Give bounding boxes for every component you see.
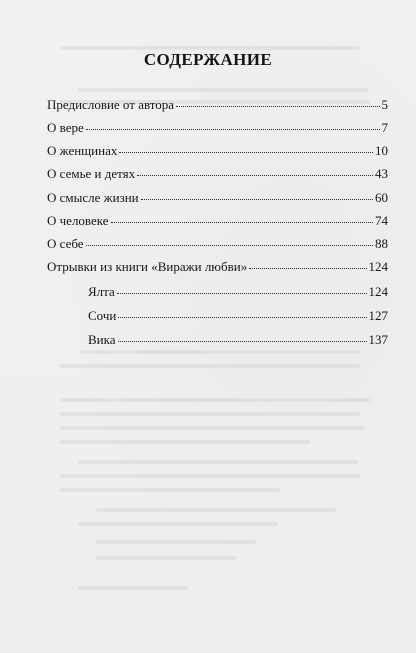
toc-subentry [88,284,388,300]
dot-leader [141,199,373,200]
dot-leader [111,222,373,223]
toc-entry [47,120,388,136]
toc-page-number: 124 [368,259,388,274]
toc-entry [47,97,388,113]
toc-page-number: 7 [381,120,388,135]
dot-leader [118,317,366,318]
toc-entry [47,143,388,159]
toc-entry-title: Сочи [88,308,117,323]
toc-subentry [88,308,388,324]
dot-leader [118,341,367,342]
dot-leader [176,106,379,107]
toc-page-number: 43 [375,166,388,181]
toc-entry [47,190,388,206]
toc-entry [47,213,388,229]
dot-leader [86,245,373,246]
page-title: СОДЕРЖАНИЕ [143,50,273,69]
toc-entry-title: Отрывки из книги «Виражи любви» [47,259,248,274]
dot-leader [119,152,373,153]
toc-entry-title: О семье и детях [47,166,136,181]
dot-leader [117,293,367,294]
toc-page-number: 127 [368,308,388,323]
toc-page-number: 10 [375,143,388,158]
toc-entry-title: Вика [88,332,116,347]
toc-entry-title: О человеке [47,213,109,228]
toc-page-number: 74 [375,213,388,228]
toc-entry-title: О женщинах [47,143,118,158]
dot-leader [86,129,380,130]
dot-leader [249,268,366,269]
toc-entry-title: Предисловие от автора [47,97,175,112]
toc-entry [47,166,388,182]
toc-page-number: 88 [375,236,388,251]
toc-page-number: 5 [381,97,388,112]
toc-entry [47,259,388,275]
toc-page-number: 137 [368,332,388,347]
toc-entry [47,236,388,252]
toc-entry-title: О вере [47,120,84,135]
toc-subentry [88,332,388,348]
dot-leader [137,175,373,176]
toc-page-number: 124 [368,284,388,299]
toc-page-number: 60 [375,190,388,205]
toc-entry-title: О смысле жизни [47,190,139,205]
toc-entry-title: О себе [47,236,84,251]
toc-entry-title: Ялта [88,284,115,299]
